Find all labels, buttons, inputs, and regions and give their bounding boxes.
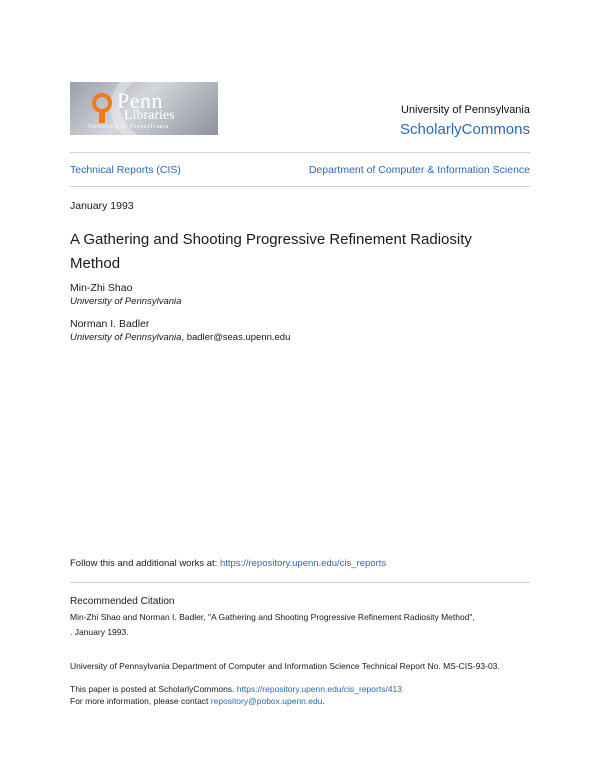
paper-title: A Gathering and Shooting Progressive Refinement Radiosity Method — [70, 231, 472, 272]
citation-line-1: Min-Zhi Shao and Norman I. Badler, "A Gathering and Shooting Progressive Refinement Radiosity Method", — [70, 612, 475, 622]
author-1-affiliation: University of Pennsylvania — [70, 296, 182, 307]
contact-prefix: For more information, please contact — [70, 696, 211, 706]
contact-suffix: . — [322, 696, 325, 706]
author-2-email[interactable]: , badler@seas.upenn.edu — [181, 332, 291, 343]
logo-bar-icon — [99, 111, 105, 123]
author-2-details — [70, 332, 290, 343]
contact-line — [70, 696, 325, 706]
logo-text-penn: Penn — [117, 88, 163, 113]
publication-date: January 1993 — [70, 200, 134, 212]
author-2-name: Norman I. Badler — [70, 318, 150, 330]
scholarlycommons-link[interactable]: ScholarlyCommons — [399, 121, 530, 138]
contact-email-link[interactable]: repository@pobox.upenn.edu — [210, 696, 323, 706]
divider-nav — [70, 186, 530, 187]
logo-text-university: University of Pennsylvania — [88, 124, 169, 130]
follow-line — [70, 558, 386, 569]
logo-ring-icon — [92, 93, 112, 113]
logo-text-libraries: Libraries — [124, 108, 175, 123]
department-link[interactable]: Department of Computer & Information Science — [308, 164, 530, 176]
author-1-name: Min-Zhi Shao — [70, 282, 133, 294]
divider-top — [70, 152, 530, 153]
follow-link[interactable]: https://repository.upenn.edu/cis_reports — [219, 558, 387, 569]
posted-line — [70, 684, 402, 694]
follow-prefix: Follow this and additional works at: — [70, 558, 220, 569]
collection-link[interactable]: Technical Reports (CIS) — [70, 164, 181, 176]
penn-libraries-logo — [70, 82, 218, 135]
posted-prefix: This paper is posted at ScholarlyCommons. — [70, 684, 237, 694]
posted-link[interactable]: https://repository.upenn.edu/cis_reports/413 — [236, 684, 402, 694]
report-number: University of Pennsylvania Department of Computer and Information Science Technical Report No. MS-CIS-93-03. — [70, 661, 500, 671]
citation-line-2: . January 1993. — [70, 627, 129, 637]
author-2-affiliation: University of Pennsylvania — [70, 332, 182, 343]
institution-name: University of Pennsylvania — [400, 104, 530, 116]
citation-heading: Recommended Citation — [70, 596, 175, 607]
divider-citation — [70, 582, 530, 583]
